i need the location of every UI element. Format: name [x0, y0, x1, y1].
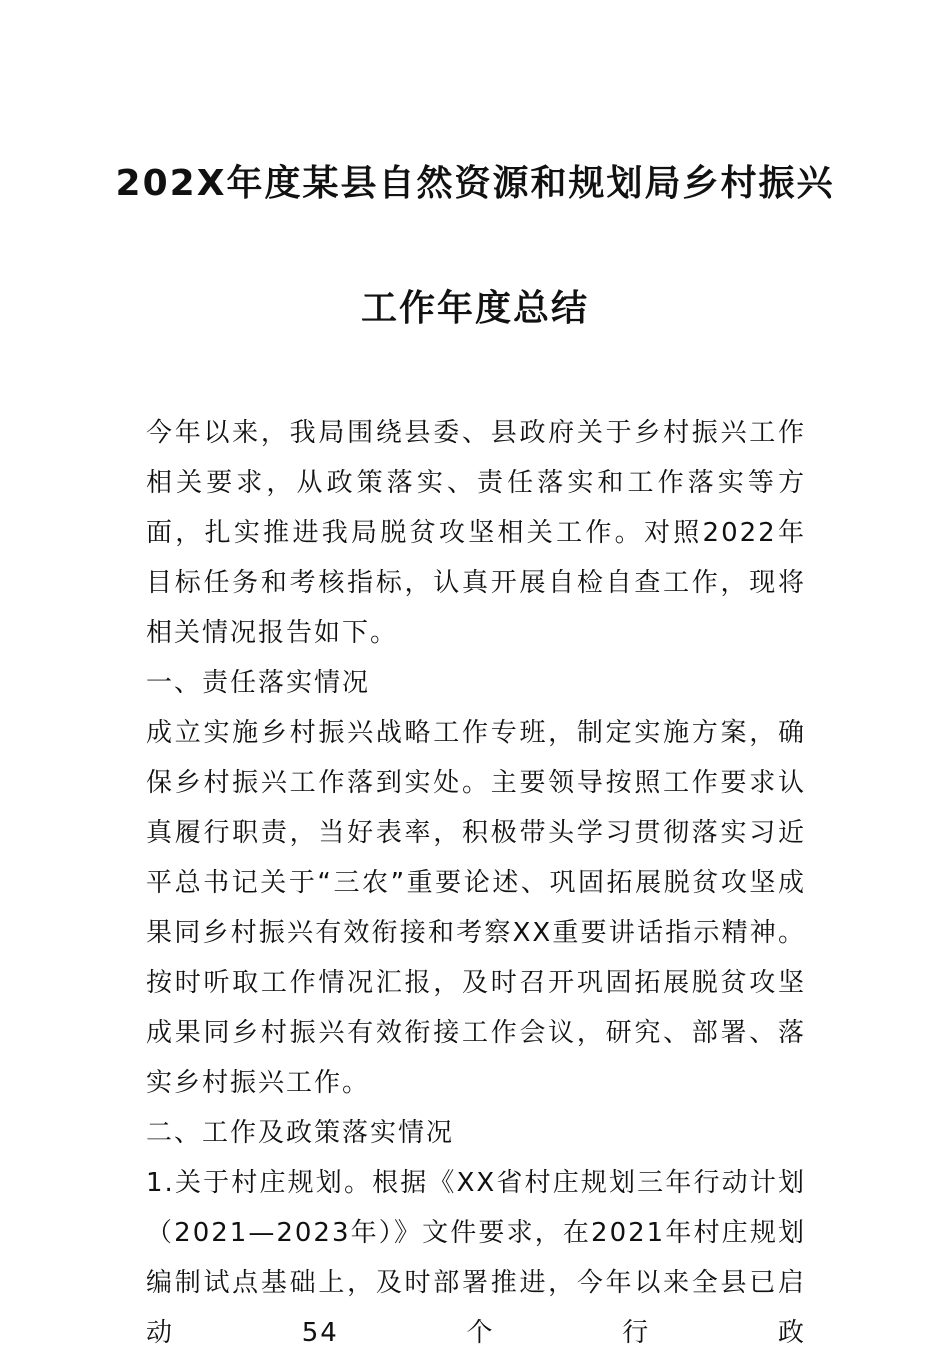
document-body — [146, 408, 806, 1358]
section-heading-2: 二、工作及政策落实情况 — [146, 1118, 455, 1148]
village-planning-paragraph: 1.关于村庄规划。根据《XX省村庄规划三年行动计划（2021—2023年）》文件要求，在2021年村庄规划编制试点基础上，及时部署推进，今年以来全县已启动54个行政 — [146, 1168, 806, 1348]
responsibility-paragraph: 成立实施乡村振兴战略工作专班，制定实施方案，确保乡村振兴工作落到实处。主要领导按照工作要求认真履行职责，当好表率，积极带头学习贯彻落实习近平总书记关于“三农”重要论述、巩固拓展脱贫攻坚成果同乡村振兴有效衔接和考察XX重要讲话指示精神。按时听取工作情况汇报，及时召开巩固拓展脱贫攻坚成果同乡村振兴有效衔接工作会议，研究、部署、落实乡村振兴工作。 — [146, 718, 806, 1098]
document-title-line-1: 202X年度某县自然资源和规划局乡村振兴 — [115, 163, 835, 204]
document-title-line-2: 工作年度总结 — [360, 288, 589, 329]
intro-paragraph: 今年以来，我局围绕县委、县政府关于乡村振兴工作相关要求，从政策落实、责任落实和工作落实等方面，扎实推进我局脱贫攻坚相关工作。对照2022年目标任务和考核指标，认真开展自检自查工作，现将相关情况报告如下。 — [146, 418, 806, 648]
section-heading-1: 一、责任落实情况 — [146, 668, 371, 698]
